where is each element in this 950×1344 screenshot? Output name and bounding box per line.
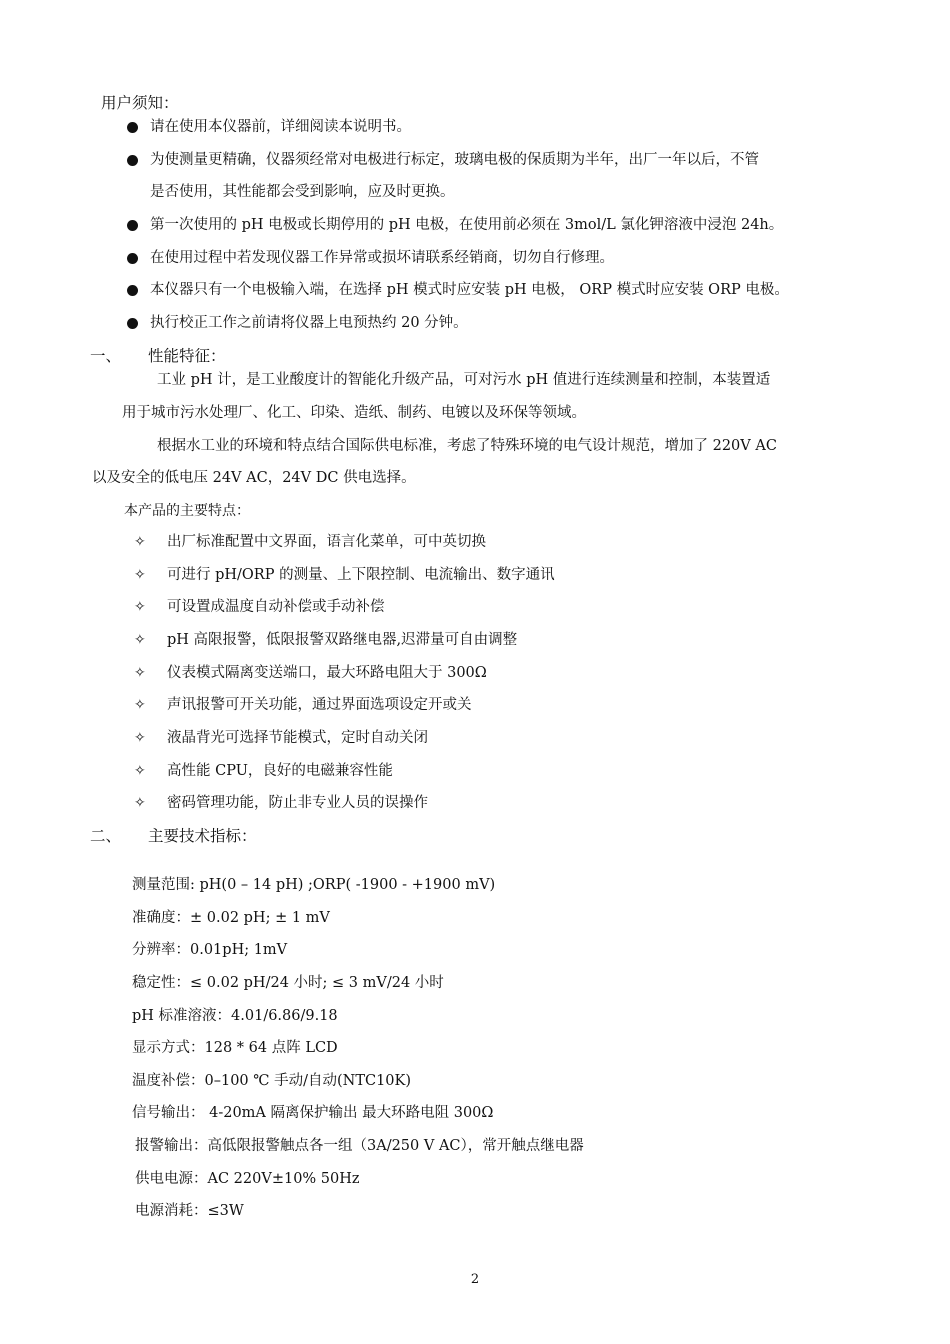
spec-item: 稳定性：≤ 0.02 pH/24 小时; ≤ 3 mV/24 小时 (132, 975, 444, 991)
diamond-bullet-icon: ✧ (134, 599, 146, 615)
section2-number: 二、 (90, 827, 122, 845)
section1-number: 一、 (90, 347, 122, 365)
spec-item: 准确度：± 0.02 pH; ± 1 mV (132, 910, 330, 926)
page-number: 2 (470, 1272, 480, 1287)
feature-item: pH 高限报警，低限报警双路继电器,迟滞量可自由调整 (167, 632, 518, 648)
feature-item: 可进行 pH/ORP 的测量、上下限控制、电流输出、数字通讯 (167, 567, 555, 583)
notice-item-continued: 是否使用，其性能都会受到影响，应及时更换。 (150, 184, 455, 200)
feature-item: 声讯报警可开关功能，通过界面选项设定开或关 (167, 697, 472, 713)
bullet-dot-icon (127, 220, 138, 231)
features-title: 本产品的主要特点： (124, 503, 250, 519)
spec-item: pH 标准溶液：4.01/6.86/9.18 (132, 1008, 338, 1024)
notice-item: 在使用过程中若发现仪器工作异常或损坏请联系经销商，切勿自行修理。 (150, 250, 614, 266)
section1-paragraph: 用于城市污水处理厂、化工、印染、造纸、制药、电镀以及环保等领域。 (122, 405, 586, 421)
spec-item: 信号输出： 4-20mA 隔离保护输出 最大环路电阻 300Ω (132, 1105, 494, 1121)
bullet-dot-icon (127, 318, 138, 329)
feature-item: 仪表模式隔离变送端口，最大环路电阻大于 300Ω (167, 665, 487, 681)
spec-item: 报警输出：高低限报警触点各一组（3A/250 V AC），常开触点继电器 (135, 1138, 584, 1154)
diamond-bullet-icon: ✧ (134, 795, 146, 811)
spec-item: 显示方式：128 * 64 点阵 LCD (132, 1040, 338, 1056)
diamond-bullet-icon: ✧ (134, 763, 146, 779)
bullet-dot-icon (127, 122, 138, 133)
spec-item: 温度补偿：0–100 ℃ 手动/自动(NTC10K) (132, 1073, 412, 1089)
notice-title: 用户须知： (101, 94, 179, 112)
feature-item: 出厂标准配置中文界面，语言化菜单，可中英切换 (167, 534, 486, 550)
bullet-dot-icon (127, 285, 138, 296)
feature-item: 可设置成温度自动补偿或手动补偿 (167, 599, 385, 615)
feature-item: 密码管理功能，防止非专业人员的误操作 (167, 795, 428, 811)
section1-title: 性能特征： (148, 347, 226, 365)
diamond-bullet-icon: ✧ (134, 730, 146, 746)
diamond-bullet-icon: ✧ (134, 697, 146, 713)
spec-item: 电源消耗：≤3W (135, 1203, 244, 1219)
notice-item: 为使测量更精确，仪器须经常对电极进行标定，玻璃电极的保质期为半年，出厂一年以后，不管 (150, 152, 759, 168)
section1-paragraph: 以及安全的低电压 24V AC，24V DC 供电选择。 (92, 470, 416, 486)
feature-item: 高性能 CPU，良好的电磁兼容性能 (167, 763, 393, 779)
spec-item: 供电电源：AC 220V±10% 50Hz (135, 1171, 360, 1187)
diamond-bullet-icon: ✧ (134, 567, 146, 583)
section1-paragraph: 工业 pH 计，是工业酸度计的智能化升级产品，可对污水 pH 值进行连续测量和控制，本装置适 (157, 372, 771, 388)
notice-item: 本仪器只有一个电极输入端，在选择 pH 模式时应安装 pH 电极， ORP 模式时应安装 ORP 电极。 (150, 282, 789, 298)
bullet-dot-icon (127, 253, 138, 264)
spec-item: 测量范围: pH(0 – 14 pH) ;ORP( -1900 - +1900 mV) (132, 877, 496, 893)
spec-item: 分辨率：0.01pH; 1mV (132, 942, 288, 958)
bullet-dot-icon (127, 155, 138, 166)
section1-paragraph: 根据水工业的环境和特点结合国际供电标准，考虑了特殊环境的电气设计规范，增加了 220V AC (157, 438, 777, 454)
section2-title: 主要技术指标： (148, 827, 257, 845)
diamond-bullet-icon: ✧ (134, 534, 146, 550)
notice-item: 第一次使用的 pH 电极或长期停用的 pH 电极，在使用前必须在 3mol/L 氯化钾溶液中浸泡 24h。 (150, 217, 784, 233)
diamond-bullet-icon: ✧ (134, 632, 146, 648)
notice-item: 请在使用本仪器前，详细阅读本说明书。 (150, 119, 411, 135)
diamond-bullet-icon: ✧ (134, 665, 146, 681)
feature-item: 液晶背光可选择节能模式，定时自动关闭 (167, 730, 428, 746)
notice-item: 执行校正工作之前请将仪器上电预热约 20 分钟。 (150, 315, 468, 331)
